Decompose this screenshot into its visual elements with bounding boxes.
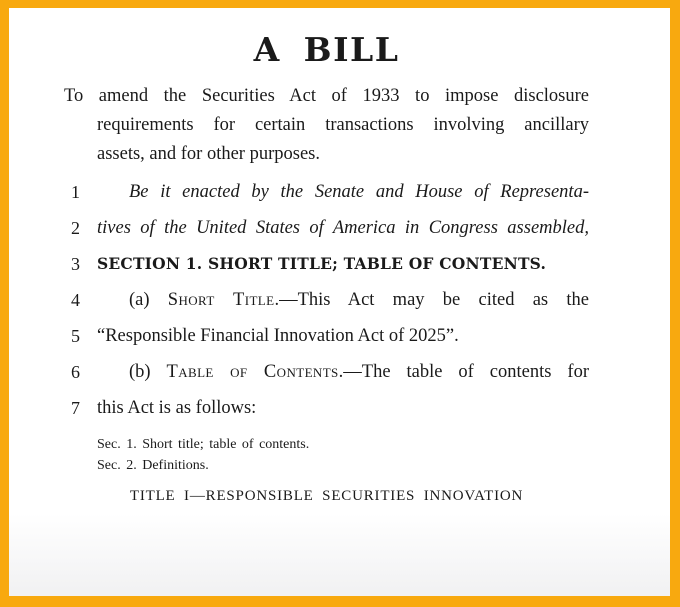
line-text: (a) Short Title.—This Act may be cited as the bbox=[129, 290, 589, 310]
line-number: 4 bbox=[71, 290, 80, 310]
title-i-heading: TITLE I—RESPONSIBLE SECURITIES INNOVATION bbox=[129, 488, 524, 504]
bill-line bbox=[64, 390, 644, 426]
bill-line bbox=[64, 282, 644, 318]
bill-line bbox=[64, 210, 644, 246]
preamble-line: To amend the Securities Act of 1933 to impose disclosure bbox=[64, 86, 589, 106]
bill-line bbox=[64, 318, 644, 354]
table-of-contents bbox=[97, 434, 644, 476]
bill-preamble bbox=[64, 82, 589, 169]
bill-line bbox=[64, 174, 644, 210]
line-number: 2 bbox=[71, 218, 80, 238]
toc-entry: Sec. 1. Short title; table of contents. bbox=[97, 437, 310, 452]
line-text: this Act is as follows: bbox=[97, 398, 257, 418]
bill-title: A BILL bbox=[253, 30, 400, 69]
toc-entry: Sec. 2. Definitions. bbox=[97, 458, 209, 473]
bill-body-lines bbox=[64, 174, 644, 426]
line-text: “Responsible Financial Innovation Act of 2025”. bbox=[97, 326, 459, 346]
line-number: 1 bbox=[71, 182, 80, 202]
preamble-line: assets, and for other purposes. bbox=[97, 144, 320, 164]
bill-document bbox=[9, 29, 670, 505]
bill-line bbox=[64, 246, 644, 282]
line-number: 6 bbox=[71, 362, 80, 382]
preamble-line: requirements for certain transactions involving ancillary bbox=[97, 115, 589, 135]
line-text: (b) Table of Contents.—The table of contents for bbox=[129, 362, 589, 382]
line-text: tives of the United States of America in Congress assembled, bbox=[97, 218, 589, 238]
line-text: SECTION 1. SHORT TITLE; TABLE OF CONTENTS. bbox=[97, 254, 547, 273]
line-text: Be it enacted by the Senate and House of Representa- bbox=[129, 182, 589, 202]
line-number: 7 bbox=[71, 398, 80, 418]
line-number: 5 bbox=[71, 326, 80, 346]
bill-line bbox=[64, 354, 644, 390]
line-number: 3 bbox=[71, 254, 80, 274]
